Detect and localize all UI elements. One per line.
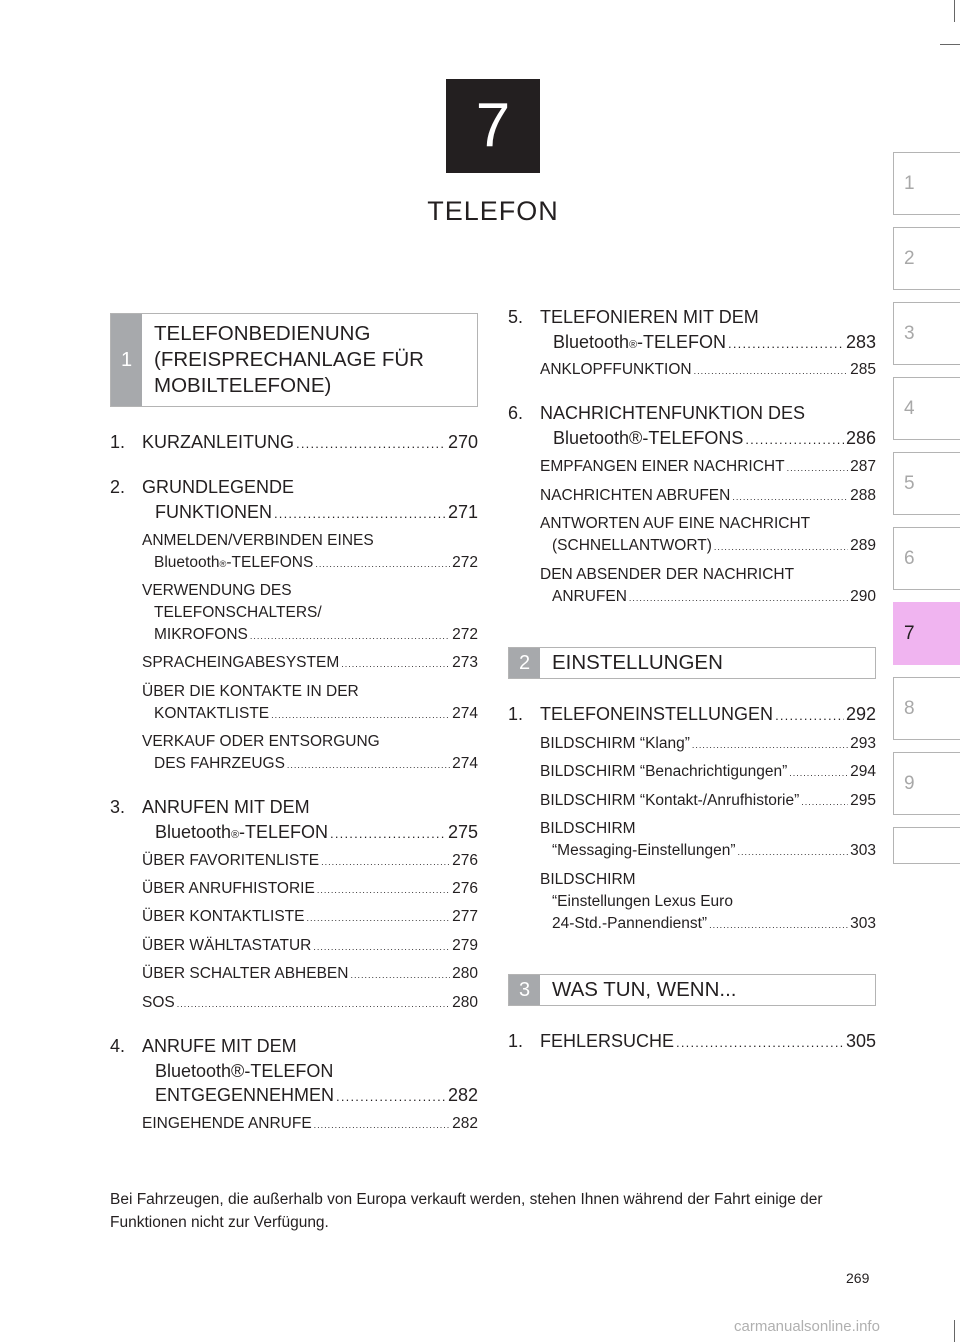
page-ref: 287 xyxy=(850,458,876,475)
page-ref: 290 xyxy=(850,588,876,605)
chapter-tab-8[interactable]: 8 xyxy=(893,677,960,740)
toc-entry[interactable]: 1. KURZANLEITUNG ..... 270 xyxy=(110,430,478,457)
page-ref: 277 xyxy=(452,908,478,925)
toc-subentry[interactable]: EINGEHENDE ANRUFE ..... 282 xyxy=(142,1113,478,1136)
page-ref: 292 xyxy=(845,704,876,724)
watermark: carmanualsonline.info xyxy=(734,1318,880,1335)
toc-entry[interactable]: 3. ANRUFEN MIT DEM Bluetooth ® -TELEFON ..... 275 xyxy=(110,795,478,846)
page-ref: 275 xyxy=(447,821,478,842)
toc-subentry[interactable]: BILDSCHIRM “Kontakt-/Anrufhistorie” ..... 295 xyxy=(540,790,876,813)
toc-subentry[interactable]: BILDSCHIRM “Klang” ..... 293 xyxy=(540,733,876,756)
toc-subentry[interactable]: SOS ..... 280 xyxy=(142,992,478,1015)
toc-entry[interactable]: 2. GRUNDLEGENDE FUNKTIONEN ..... 271 xyxy=(110,475,478,526)
toc-subentry[interactable]: ÜBER FAVORITENLISTE ..... 276 xyxy=(142,850,478,873)
chapter-title: TELEFON xyxy=(427,196,559,226)
page-ref: 295 xyxy=(850,792,876,809)
page-ref: 283 xyxy=(845,331,876,352)
page-ref: 271 xyxy=(447,501,478,522)
page-number: 269 xyxy=(846,1270,870,1286)
chapter-tab-9[interactable]: 9 xyxy=(893,752,960,815)
toc-entry[interactable]: 1. TELEFONEINSTELLUNGEN ..... 292 xyxy=(508,702,876,729)
section-number: 3 xyxy=(509,975,540,1005)
page-ref: 280 xyxy=(452,965,478,982)
page-ref: 270 xyxy=(447,432,478,452)
toc-subentry[interactable]: SPRACHEINGABESYSTEM ..... 273 xyxy=(142,652,478,675)
toc-subentry[interactable]: ANKLOPFFUNKTION ..... 285 xyxy=(540,359,876,382)
page-ref: 285 xyxy=(850,361,876,378)
page-ref: 293 xyxy=(850,735,876,752)
page-ref: 282 xyxy=(447,1085,478,1105)
toc-subentry[interactable]: ÜBER DIE KONTAKTE IN DER KONTAKTLISTE ..... 274 xyxy=(142,681,478,726)
toc-entry[interactable]: 5. TELEFONIEREN MIT DEM Bluetooth ® -TELEFON ..... 283 xyxy=(508,305,876,356)
section-2-header xyxy=(508,647,876,679)
page-ref: 272 xyxy=(452,626,478,643)
toc-subentry[interactable]: ANTWORTEN AUF EINE NACHRICHT (SCHNELLANTWORT) ..... 289 xyxy=(540,513,876,558)
section-title: EINSTELLUNGEN xyxy=(552,651,723,674)
crop-mark xyxy=(954,1320,955,1342)
toc-subentry[interactable]: ÜBER ANRUFHISTORIE ..... 276 xyxy=(142,878,478,901)
toc-entry[interactable]: 6. NACHRICHTENFUNKTION DES Bluetooth®-TELEFONS ..... 286 xyxy=(508,401,876,452)
page-ref: 305 xyxy=(845,1031,876,1051)
toc-entry[interactable]: 4. ANRUFE MIT DEM Bluetooth®-TELEFON ENTGEGENNEHMEN ..... 282 xyxy=(110,1034,478,1110)
section-number: 2 xyxy=(509,648,540,678)
toc-subentry[interactable]: ÜBER KONTAKTLISTE ..... 277 xyxy=(142,906,478,929)
crop-mark xyxy=(940,44,960,45)
toc-subentry[interactable]: BILDSCHIRM “Einstellungen Lexus Euro 24-Std.-Pannendienst” ..... 303 xyxy=(540,869,876,936)
chapter-tab-3[interactable]: 3 xyxy=(893,302,960,365)
page-ref: 289 xyxy=(850,537,876,554)
toc-subentry[interactable]: ÜBER SCHALTER ABHEBEN ..... 280 xyxy=(142,963,478,986)
chapter-tab-blank[interactable] xyxy=(893,827,960,864)
page-ref: 282 xyxy=(452,1115,478,1132)
toc-subentry[interactable]: NACHRICHTEN ABRUFEN ..... 288 xyxy=(540,485,876,508)
page-ref: 280 xyxy=(452,994,478,1011)
chapter-tab-4[interactable]: 4 xyxy=(893,377,960,440)
chapter-tab-1[interactable]: 1 xyxy=(893,152,960,215)
toc-subentry[interactable]: VERWENDUNG DES TELEFONSCHALTERS/ MIKROFONS ..... 272 xyxy=(142,580,478,647)
chapter-number-box: 7 xyxy=(446,79,540,173)
chapter-tab-2[interactable]: 2 xyxy=(893,227,960,290)
page-ref: 274 xyxy=(452,755,478,772)
section-3-header xyxy=(508,974,876,1006)
toc-subentry[interactable]: ÜBER WÄHLTASTATUR ..... 279 xyxy=(142,935,478,958)
toc-subentry[interactable]: ANMELDEN/VERBINDEN EINES Bluetooth ® -TELEFONS ..... 272 xyxy=(142,530,478,575)
toc-entry[interactable]: 1. FEHLERSUCHE ..... 305 xyxy=(508,1029,876,1056)
page-ref: 274 xyxy=(452,705,478,722)
page-ref: 273 xyxy=(452,654,478,671)
toc-subentry[interactable]: BILDSCHIRM “Benachrichtigungen” ..... 294 xyxy=(540,761,876,784)
page-ref: 276 xyxy=(452,880,478,897)
page-ref: 294 xyxy=(850,763,876,780)
section-title: WAS TUN, WENN... xyxy=(552,978,737,1001)
footnote: Bei Fahrzeugen, die außerhalb von Europa verkauft werden, stehen Ihnen während der Fahrt einige der Funktionen nicht zur Verfügung. xyxy=(110,1191,823,1231)
crop-mark xyxy=(954,0,955,22)
page-ref: 288 xyxy=(850,487,876,504)
chapter-tab-7[interactable]: 7 xyxy=(893,602,960,665)
page-ref: 276 xyxy=(452,852,478,869)
section-number: 1 xyxy=(111,314,142,406)
page-ref: 279 xyxy=(452,937,478,954)
toc-subentry[interactable]: DEN ABSENDER DER NACHRICHT ANRUFEN ..... 290 xyxy=(540,564,876,609)
section-1-header xyxy=(110,313,478,407)
toc-subentry[interactable]: BILDSCHIRM “Messaging-Einstellungen” ..... 303 xyxy=(540,818,876,863)
page-ref: 272 xyxy=(452,554,478,571)
page-ref: 286 xyxy=(845,427,876,448)
section-title: TELEFONBEDIENUNG (FREISPRECHANLAGE FÜR MOBILTELEFONE) xyxy=(154,322,424,397)
chapter-tab-5[interactable]: 5 xyxy=(893,452,960,515)
page-ref: 303 xyxy=(850,842,876,859)
chapter-tab-6[interactable]: 6 xyxy=(893,527,960,590)
page-ref: 303 xyxy=(850,915,876,932)
toc-subentry[interactable]: EMPFANGEN EINER NACHRICHT ..... 287 xyxy=(540,456,876,479)
toc-subentry[interactable]: VERKAUF ODER ENTSORGUNG DES FAHRZEUGS ..... 274 xyxy=(142,731,478,776)
